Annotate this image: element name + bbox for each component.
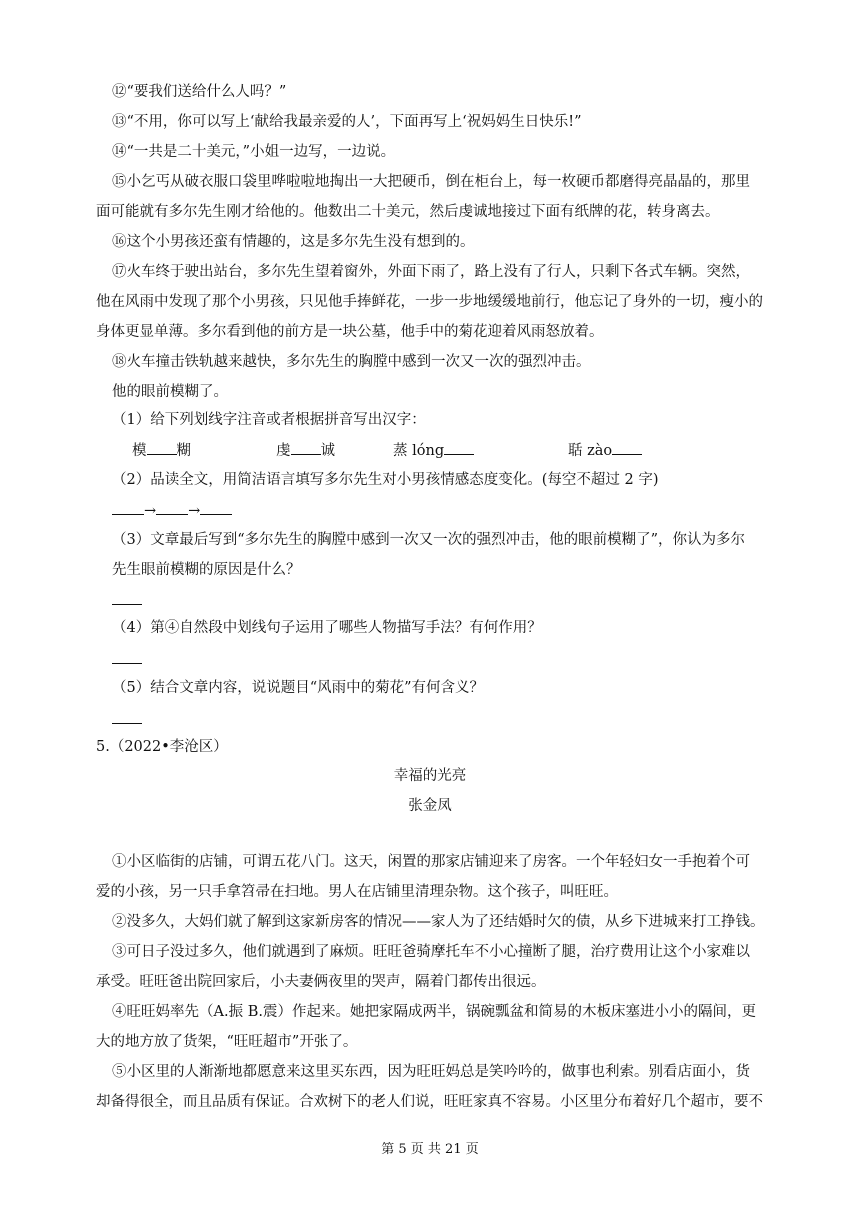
pinyin-item-3: [393, 440, 474, 461]
paragraph-17-line-2: 他在风雨中发现了那个小男孩，只见他手捧鲜花，一步一步地缓缓地前行，他忘记了身外的一切，瘦小的: [96, 294, 763, 310]
pinyin-item-1: [132, 440, 191, 461]
paragraph-13: ⑬“不用，你可以写上‘献给我最亲爱的人’，下面再写上‘祝妈妈生日快乐!”: [112, 114, 582, 130]
article-paragraph-1-line-1: ①小区临街的店铺，可谓五花八门。这天，闲置的那家店铺迎来了房客。一个年轻妇女一手抱着个可: [112, 854, 750, 870]
article-paragraph-5-line-2: 却备得很全，而且品质有保证。合欢树下的老人们说，旺旺家真不容易。小区里分布着好几个超市，要不: [96, 1094, 763, 1110]
paragraph-16: ⑯这个小男孩还蛮有情趣的，这是多尔先生没有想到的。: [112, 234, 475, 250]
article-paragraph-2: ②没多久，大妈们就了解到这家新房客的情况——家人为了还结婚时欠的债，从乡下进城来打工挣钱。: [112, 914, 765, 930]
arrow-icon: →: [144, 503, 157, 519]
paragraph-18: ⑱火车撞击铁轨越来越快，多尔先生的胸膛中感到一次又一次的强烈冲击。: [112, 354, 591, 370]
question-3-line-2: 先生眼前模糊的原因是什么？: [112, 562, 301, 578]
article-paragraph-5-line-1: ⑤小区里的人渐渐地都愿意来这里买东西，因为旺旺妈总是笑吟吟的，做事也利索。别看店面小，货: [112, 1064, 750, 1080]
pinyin-item-2: [276, 440, 335, 461]
paragraph-12: ⑫“要我们送给什么人吗？”: [112, 84, 287, 100]
arrow-icon: →: [188, 503, 201, 519]
article-paragraph-4-line-1: ④旺旺妈率先（A.振 B.震）作起来。她把家隔成两半，锅碗瓢盆和简易的木板床塞进小小的隔间，更: [112, 1004, 756, 1020]
paragraph-15-line-1: ⑮小乞丐从破衣服口袋里哗啦啦地掏出一大把硬币，倒在柜台上，每一枚硬币都磨得亮晶晶的，那里: [112, 174, 750, 190]
article-author: 张金凤: [408, 798, 452, 814]
pinyin-item-char: 糊: [176, 443, 191, 459]
article-paragraph-4-line-2: 大的地方放了货架，“旺旺超市”开张了。: [96, 1034, 358, 1050]
answer-line[interactable]: [112, 662, 142, 664]
pinyin-item-char: 诚: [320, 443, 335, 459]
answer-line[interactable]: [112, 722, 142, 724]
paragraph-18-continued: 他的眼前模糊了。: [112, 384, 228, 400]
emotion-change-chain: [112, 500, 232, 521]
answer-blank[interactable]: [112, 500, 144, 515]
question-3-line-1: （3）文章最后写到“多尔先生的胸膛中感到一次又一次的强烈冲击，他的眼前模糊了”，你认为多尔: [112, 532, 746, 548]
article-paragraph-3-line-1: ③可日子没过多久，他们就遇到了麻烦。旺旺爸骑摩托车不小心撞断了腿，治疗费用让这个小家难以: [112, 944, 750, 960]
pinyin-item-char: 聒 zào: [568, 443, 613, 459]
question-4: （4）第④自然段中划线句子运用了哪些人物描写手法？有何作用？: [112, 620, 542, 636]
pinyin-item-char: 虔: [276, 443, 291, 459]
answer-blank[interactable]: [444, 440, 474, 455]
answer-blank[interactable]: [156, 500, 188, 515]
pinyin-item-char: 模: [132, 443, 147, 459]
answer-blank[interactable]: [200, 500, 232, 515]
answer-blank[interactable]: [147, 440, 177, 455]
paragraph-14: ⑭“一共是二十美元，”小姐一边写，一边说。: [112, 144, 396, 160]
page-number-footer: 第 5 页 共 21 页: [381, 1142, 479, 1157]
section-5-header: 5.（2022•李沧区）: [96, 739, 228, 755]
question-1: （1）给下列划线字注音或者根据拼音写出汉字：: [112, 412, 426, 428]
answer-blank[interactable]: [291, 440, 321, 455]
answer-line[interactable]: [112, 603, 142, 605]
paragraph-17-line-1: ⑰火车终于驶出站台，多尔先生望着窗外，外面下雨了，路上没有了行人，只剩下各式车辆。突然，: [112, 264, 750, 280]
paragraph-17-line-3: 身体更显单薄。多尔看到他的前方是一块公墓，他手中的菊花迎着风雨怒放着。: [96, 324, 604, 340]
pinyin-item-char: 蒸 lóng: [393, 443, 445, 459]
question-2: （2）品读全文，用简洁语言填写多尔先生对小男孩情感态度变化。(每空不超过 2 字): [112, 472, 659, 488]
question-5: （5）结合文章内容，说说题目“风雨中的菊花”有何含义？: [112, 680, 485, 696]
article-paragraph-1-line-2: 爱的小孩，另一只手拿笤帚在扫地。男人在店铺里清理杂物。这个孩子，叫旺旺。: [96, 884, 618, 900]
pinyin-item-4: [568, 440, 642, 461]
paragraph-15-line-2: 面可能就有多尔先生刚才给他的。他数出二十美元，然后虔诚地接过下面有纸牌的花，转身离去。: [96, 204, 720, 220]
article-paragraph-3-line-2: 承受。旺旺爸出院回家后，小夫妻俩夜里的哭声，隔着门都传出很远。: [96, 974, 546, 990]
answer-blank[interactable]: [612, 440, 642, 455]
article-title: 幸福的光亮: [393, 768, 467, 784]
